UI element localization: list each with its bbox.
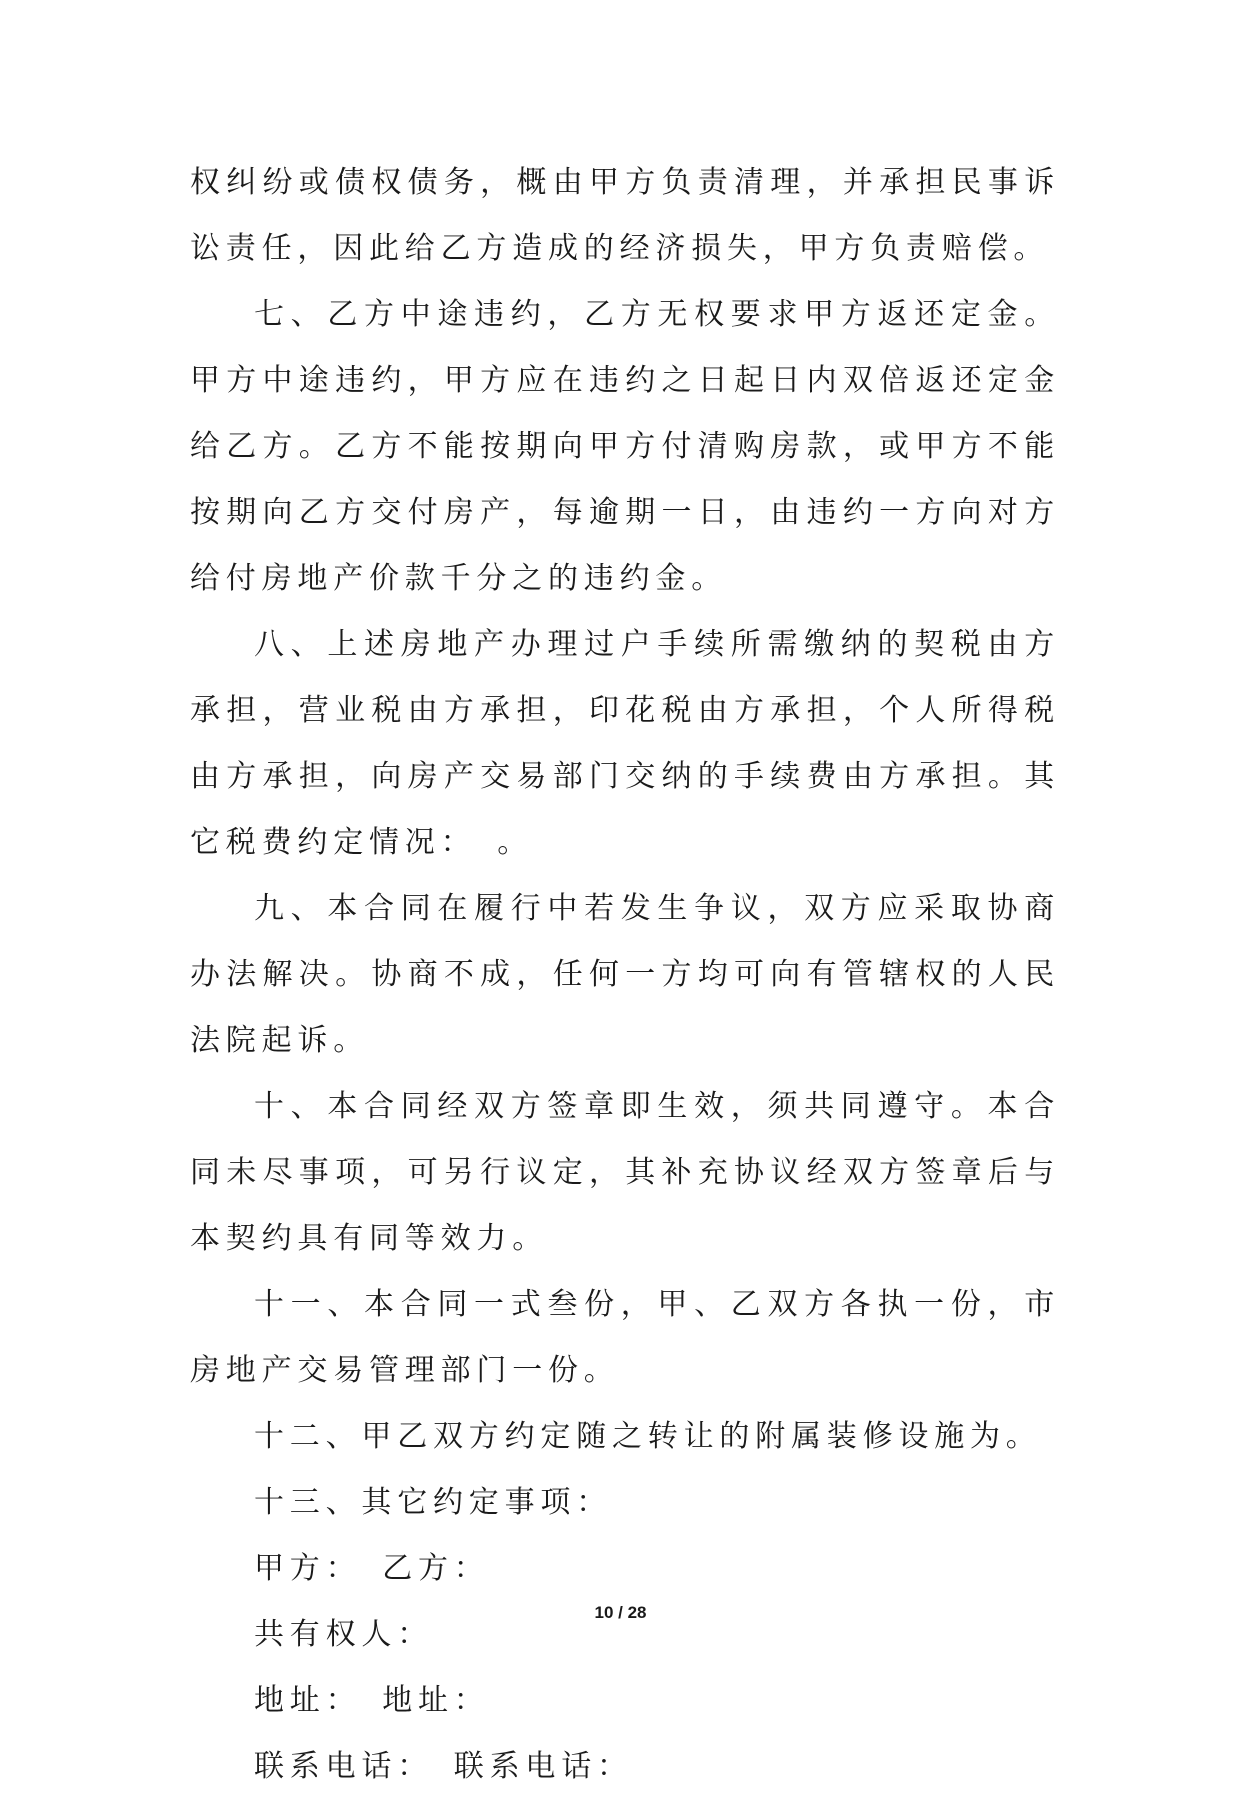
clause-12: 十二、甲乙双方约定随之转让的附属装修设施为。 bbox=[254, 1419, 1042, 1454]
paragraph-continuation: 权纠纷或债权债务，概由甲方负责清理，并承担民事诉讼责任，因此给乙方造成的经济损失，甲方负责赔偿。 bbox=[190, 165, 1060, 266]
document-body bbox=[190, 150, 1060, 1800]
clause-13: 十三、其它约定事项： bbox=[254, 1485, 612, 1520]
address-line: 地址： 地址： bbox=[254, 1683, 490, 1718]
clause-8: 八、上述房地产办理过户手续所需缴纳的契税由方承担，营业税由方承担，印花税由方承担，个人所得税由方承担，向房产交易部门交纳的手续费由方承担。其它税费约定情况： 。 bbox=[190, 627, 1060, 860]
phone-line: 联系电话： 联系电话： bbox=[254, 1749, 633, 1784]
clause-9: 九、本合同在履行中若发生争议，双方应采取协商办法解决。协商不成，任何一方均可向有管辖权的人民法院起诉。 bbox=[190, 891, 1060, 1058]
signature-party-line: 甲方： 乙方： bbox=[254, 1551, 490, 1586]
clause-10: 十、本合同经双方签章即生效，须共同遵守。本合同未尽事项，可另行议定，其补充协议经双方签章后与本契约具有同等效力。 bbox=[190, 1089, 1060, 1256]
clause-7: 七、乙方中途违约，乙方无权要求甲方返还定金。甲方中途违约，甲方应在违约之日起日内双倍返还定金给乙方。乙方不能按期向甲方付清购房款，或甲方不能按期向乙方交付房产，每逾期一日，由违约一方向对方给付房地产价款千分之的违约金。 bbox=[190, 297, 1060, 596]
co-owner-line: 共有权人： bbox=[254, 1617, 433, 1652]
page-number: 10 / 28 bbox=[594, 1603, 647, 1622]
clause-11: 十一、本合同一式叁份，甲、乙双方各执一份，市房地产交易管理部门一份。 bbox=[190, 1287, 1060, 1388]
